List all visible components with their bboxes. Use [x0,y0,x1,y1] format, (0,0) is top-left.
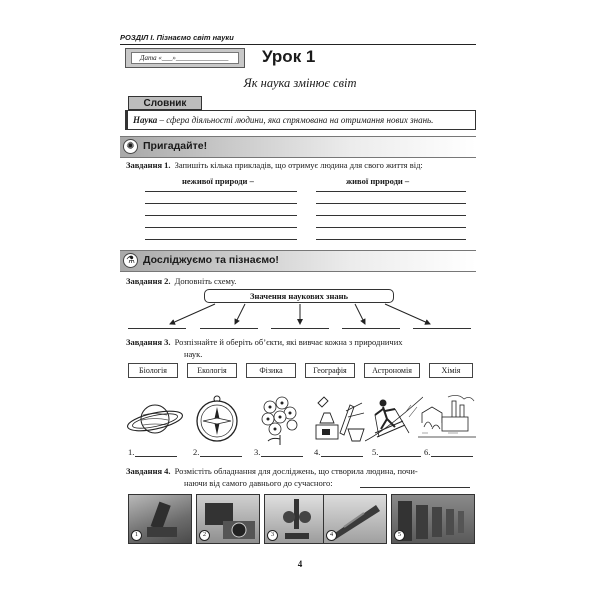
task4-text-line2: наючи від самого давнього до сучасного: [184,478,333,488]
camera-photo[interactable] [196,494,260,544]
answer-line[interactable] [145,203,297,204]
science-box-astronomy[interactable]: Астрономія [364,363,420,378]
task4-label: Завдання 4. [126,466,171,476]
saturn-icon[interactable] [126,393,184,445]
science-box-ecology[interactable]: Екологія [187,363,237,378]
science-box-physics[interactable]: Фізика [246,363,296,378]
date-field-frame [125,48,245,68]
picture-number: 6. [424,447,431,457]
task4 [126,466,418,476]
compass-icon[interactable] [188,393,246,445]
task2-label: Завдання 2. [126,276,171,286]
task3 [126,337,403,347]
scheme-answer-line[interactable] [200,328,258,329]
flower-icon[interactable] [250,393,308,445]
picture-number: 4. [314,447,321,457]
picture-number: 3. [254,447,261,457]
header-rule [120,44,476,45]
picture-answer-line[interactable] [200,456,242,457]
scheme-answer-line[interactable] [128,328,186,329]
picture-number: 5. [372,447,379,457]
microscope-icon: ⚗ [123,253,138,268]
scheme-title-box: Значення наукових знань [204,289,394,303]
vocabulary-term: Наука [133,115,158,125]
answer-line[interactable] [316,227,466,228]
task4-text-line1: Розмістіть обладнання для досліджень, що створила людина, почи- [174,466,418,476]
microscope-photo[interactable] [264,494,328,544]
lesson-subtitle: Як наука змінює світ [243,76,357,90]
picture-answer-line[interactable] [431,456,473,457]
laboratory-photo[interactable] [391,494,475,544]
spyglass-photo[interactable] [323,494,387,544]
picture-answer-line[interactable] [379,456,421,457]
answer-line[interactable] [145,239,297,240]
science-box-chemistry[interactable]: Хімія [429,363,473,378]
skier-icon[interactable] [365,393,423,445]
science-box-biology[interactable]: Біологія [128,363,178,378]
answer-line[interactable] [316,215,466,216]
picture-number: 2. [193,447,200,457]
section-remember [120,136,476,158]
task2 [126,276,236,286]
date-field[interactable]: Дата «___»_______________ [131,52,239,64]
task1 [126,160,423,170]
page-number: 4 [297,559,303,569]
picture-answer-line[interactable] [261,456,303,457]
scheme-answer-line[interactable] [413,328,471,329]
answer-line[interactable] [316,203,466,204]
lesson-title: Урок 1 [262,47,316,66]
science-box-geography[interactable]: Географія [305,363,355,378]
task1-col-nonliving: неживої природи – [182,176,254,186]
answer-line[interactable] [316,191,466,192]
section-header: РОЗДІЛ І. Пізнаємо світ науки [120,33,234,42]
picture-answer-line[interactable] [135,456,177,457]
picture-answer-line[interactable] [321,456,363,457]
vocabulary-box [125,110,476,130]
answer-line[interactable] [316,239,466,240]
answer-line[interactable] [145,191,297,192]
task3-label: Завдання 3. [126,337,171,347]
telescope-photo[interactable] [128,494,192,544]
photo-number: 2 [199,530,210,541]
lab-equipment-icon[interactable] [310,393,368,445]
scheme-answer-line[interactable] [342,328,400,329]
task1-text: Запишіть кілька прикладів, що отримує людина для свого життя від: [174,160,423,170]
task3-text-line2: наук. [184,349,203,359]
task4-answer-line[interactable] [360,487,470,488]
section-remember-title: Пригадайте! [143,140,208,152]
section-explore-title: Досліджуємо та пізнаємо! [143,254,279,266]
brain-icon: ✺ [123,139,138,154]
scheme-arrows [120,296,480,332]
photo-number: 4 [326,530,337,541]
task1-col-living: живої природи – [346,176,410,186]
vocabulary-definition: – сфера діяльності людини, яка спрямована на отримання нових знань. [157,115,434,125]
section-explore [120,250,476,272]
task1-label: Завдання 1. [126,160,171,170]
answer-line[interactable] [145,227,297,228]
answer-line[interactable] [145,215,297,216]
photo-number: 5 [394,530,405,541]
photo-number: 3 [267,530,278,541]
scheme-answer-line[interactable] [271,328,329,329]
vocabulary-tab: Словник [128,96,202,110]
picture-number: 1. [128,447,135,457]
task2-text: Доповніть схему. [174,276,237,286]
photo-number: 1 [131,530,142,541]
factory-icon[interactable] [418,393,476,445]
task3-text-line1: Розпізнайте й оберіть об’єкти, які вивчає кожна з природничих [174,337,403,347]
